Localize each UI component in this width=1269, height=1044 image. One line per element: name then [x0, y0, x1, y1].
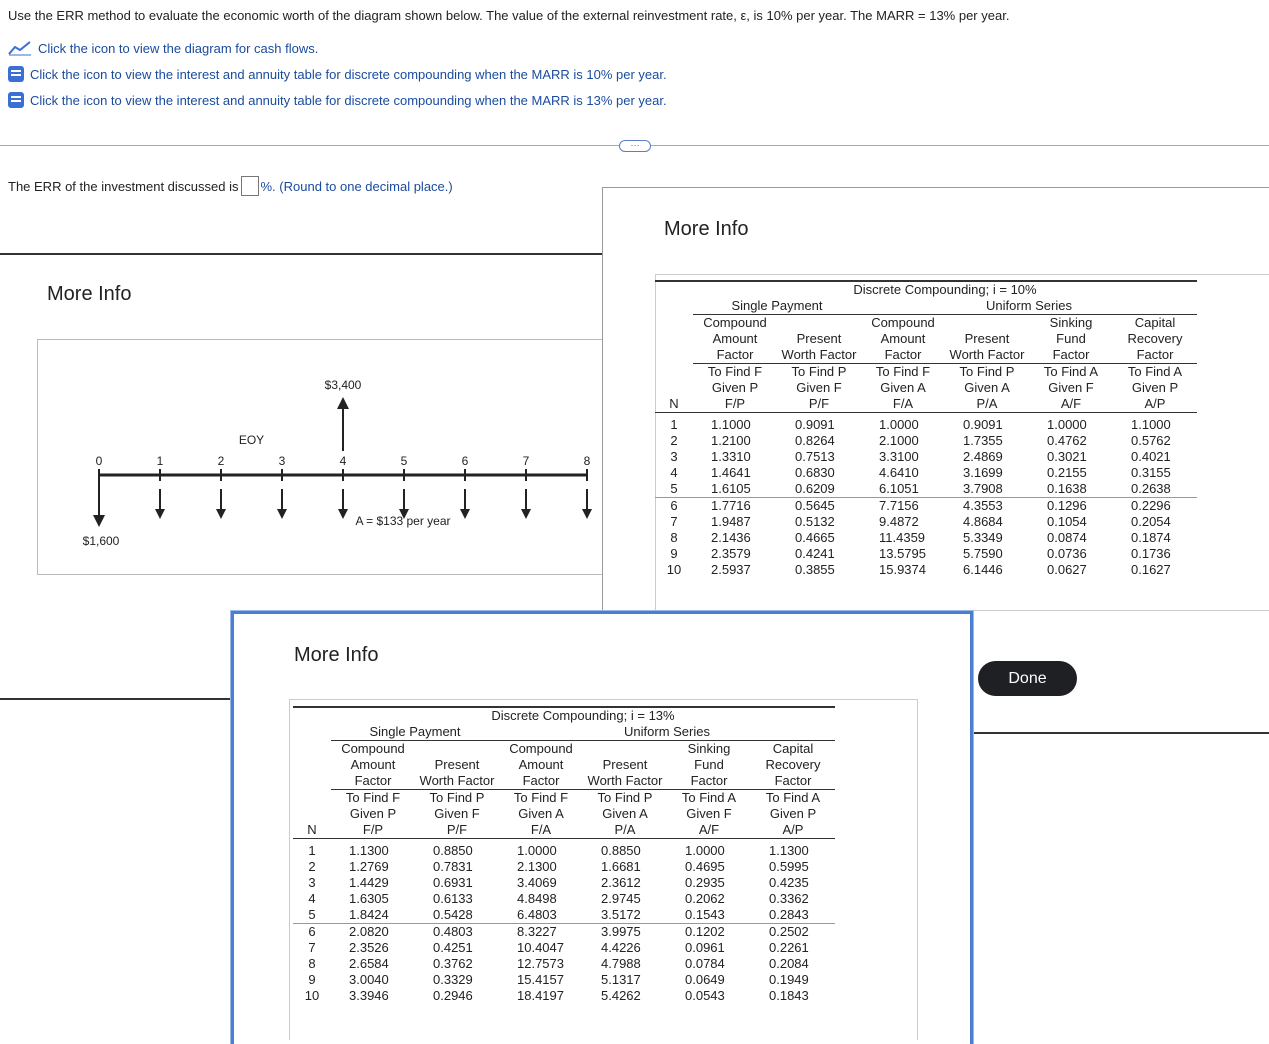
table-cell: 6 [655, 498, 693, 515]
column-find-label: F/P [693, 396, 777, 413]
table-row [293, 859, 835, 875]
answer-hint: %. (Round to one decimal place.) [260, 178, 453, 194]
cash-flow-diagram [37, 339, 605, 575]
table-cell: 3.4069 [517, 875, 557, 890]
table-cell: 0.3021 [1047, 449, 1087, 464]
table-cell: 0.0649 [685, 972, 725, 987]
column-find-label: Given F [434, 806, 480, 821]
table-cell: 4 [308, 891, 316, 906]
table-cell: 0.3362 [769, 891, 809, 906]
table-cell: 0.1202 [667, 924, 751, 941]
question-text: Use the ERR method to evaluate the economic worth of the diagram shown below. The value of the external reinvestment rate, ε, is 10% per year. The MARR = 13% per year. [8, 8, 1010, 23]
table-cell: 0.3155 [1131, 465, 1171, 480]
table-cell: 1.6305 [349, 891, 389, 906]
column-header: Amount [880, 331, 926, 346]
column-header: Worth Factor [415, 773, 499, 790]
table-cell: 4.7988 [601, 956, 641, 971]
table-row [293, 940, 835, 956]
table-cell: 0.4665 [795, 530, 835, 545]
column-find-label: Given P [711, 380, 759, 395]
table-cell: 3 [308, 875, 316, 890]
table-cell: 6 [293, 924, 331, 941]
group-single-payment: Single Payment [693, 298, 861, 315]
x-tick-label: 3 [278, 454, 286, 468]
table-cell: 3.9975 [583, 924, 667, 941]
n-header: N [655, 396, 693, 413]
table-row [293, 839, 835, 860]
table-cell: 2 [670, 433, 678, 448]
interest-table-13 [293, 706, 835, 1004]
table-cell: 2.4869 [963, 449, 1003, 464]
column-header: Factor [861, 347, 945, 364]
table10-link[interactable] [8, 66, 667, 82]
column-find-label: F/A [861, 396, 945, 413]
column-header: Compound [341, 741, 405, 756]
annuity-arrowhead [216, 509, 226, 519]
table-cell: 0.7513 [795, 449, 835, 464]
x-tick-label: 5 [400, 454, 408, 468]
table-cell: 3.3946 [349, 988, 389, 1003]
table-cell: 0.6931 [433, 875, 473, 890]
table-row [655, 449, 1197, 465]
table-cell: 0.5762 [1131, 433, 1171, 448]
table-row [655, 433, 1197, 449]
table-cell: 0.0543 [685, 988, 725, 1003]
table-cell: 1 [308, 843, 316, 858]
table-cell: 2.5937 [711, 562, 751, 577]
table-cell: 1.1300 [349, 843, 389, 858]
table-cell: 11.4359 [879, 530, 926, 545]
table-cell: 0.7831 [433, 859, 473, 874]
table-row [655, 562, 1197, 578]
column-header: Amount [350, 757, 396, 772]
table-heading: Discrete Compounding; i = 13% [331, 707, 835, 724]
table-cell: 0.2054 [1131, 514, 1171, 529]
table-cell: 1.6105 [711, 481, 751, 496]
column-header: Factor [331, 773, 415, 790]
column-header: Present [434, 757, 480, 772]
table-cell: 1.1000 [1131, 417, 1171, 432]
column-find-label: A/P [751, 822, 835, 839]
table-cell: 0.0784 [685, 956, 725, 971]
table-row [655, 514, 1197, 530]
table-cell: 8 [670, 530, 678, 545]
column-find-label: To Find F [875, 364, 931, 379]
table-cell: 0.9091 [963, 417, 1003, 432]
column-find-label: Given F [686, 806, 732, 821]
table-cell: 12.7573 [517, 956, 564, 971]
table-cell: 1.0000 [1047, 417, 1087, 432]
column-find-label: A/F [667, 822, 751, 839]
diagram-link[interactable] [8, 40, 318, 56]
column-header: Compound [871, 315, 935, 330]
table-cell: 2.1300 [517, 859, 557, 874]
book-icon[interactable] [8, 66, 24, 82]
column-header [583, 741, 667, 758]
table-cell: 3.3100 [879, 449, 919, 464]
answer-prefix: The ERR of the investment discussed is [8, 178, 239, 194]
table-cell: 1.7355 [963, 433, 1003, 448]
table-cell: 0.2296 [1113, 498, 1197, 515]
table-cell: 1.2100 [711, 433, 751, 448]
table10-link-label[interactable]: Click the icon to view the interest and annuity table for discrete compounding when the MARR is 10% per year. [30, 66, 667, 82]
column-find-label: To Find F [345, 790, 401, 805]
table-cell: 0.5645 [777, 498, 861, 515]
table-cell: 0.2946 [433, 988, 473, 1003]
table13-link[interactable] [8, 92, 667, 108]
table-cell: 0.1543 [685, 907, 725, 922]
column-find-label: To Find A [1043, 364, 1099, 379]
column-header: Capital [772, 741, 814, 756]
table-cell: 0.2638 [1131, 481, 1171, 496]
table-cell: 0.0627 [1047, 562, 1087, 577]
table-cell: 0.6209 [795, 481, 835, 496]
table-cell: 0.5428 [433, 907, 473, 922]
n-header: N [293, 822, 331, 839]
table-cell: 9 [308, 972, 316, 987]
column-find-label: Given A [518, 806, 564, 821]
table-row [293, 956, 835, 972]
table-cell: 1.8424 [349, 907, 389, 922]
table-cell: 2.3579 [711, 546, 751, 561]
table-cell: 13.5795 [879, 546, 926, 561]
table-cell: 5 [670, 481, 678, 496]
column-find-label: Given P [769, 806, 817, 821]
table-cell: 7.7156 [861, 498, 945, 515]
cash-flow-diagram-svg [38, 340, 604, 574]
table-row [293, 891, 835, 907]
table-cell: 5.1317 [601, 972, 641, 987]
table-cell: 0.4021 [1131, 449, 1171, 464]
table-cell: 7 [670, 514, 678, 529]
x-tick-label: 7 [522, 454, 530, 468]
table10-panel-title: More Info [664, 218, 749, 240]
table-cell: 0.4251 [433, 940, 473, 955]
table-cell: 0.2935 [685, 875, 725, 890]
annuity-arrowhead [338, 509, 348, 519]
table-cell: 1.2769 [349, 859, 389, 874]
table-cell: 0.3855 [795, 562, 835, 577]
column-find-label: A/F [1029, 396, 1113, 413]
table-row [293, 972, 835, 988]
annuity-label: A = $133 per year [355, 514, 451, 528]
table-cell: 0.2155 [1047, 465, 1087, 480]
table-cell: 1.9487 [711, 514, 751, 529]
table-cell: 1.6681 [601, 859, 641, 874]
column-header: Present [602, 757, 648, 772]
table-cell: 5.4262 [601, 988, 641, 1003]
table-heading: Discrete Compounding; i = 10% [693, 281, 1197, 298]
table-cell: 0.5132 [795, 514, 835, 529]
table-cell: 0.1627 [1131, 562, 1171, 577]
table-cell: 3.7908 [963, 481, 1003, 496]
table-cell: 0.4235 [769, 875, 809, 890]
column-find-label: P/A [945, 396, 1029, 413]
table-cell: 4.4226 [601, 940, 641, 955]
column-header: Recovery [765, 757, 821, 772]
column-find-label: Given P [1131, 380, 1179, 395]
table-cell: 1.0000 [879, 417, 919, 432]
table-cell: 0.2062 [685, 891, 725, 906]
factor-table [655, 280, 1197, 578]
table-cell: 0.0961 [685, 940, 725, 955]
column-header [945, 315, 1029, 332]
annuity-arrowhead [460, 509, 470, 519]
column-header: Amount [518, 757, 564, 772]
column-header: Factor [1113, 347, 1197, 364]
interest-table-10 [655, 280, 1197, 578]
column-find-label: To Find A [765, 790, 821, 805]
table-cell: 0.1296 [1029, 498, 1113, 515]
annuity-arrowhead [155, 509, 165, 519]
table13-link-label[interactable]: Click the icon to view the interest and annuity table for discrete compounding when the MARR is 13% per year. [30, 92, 667, 108]
table-cell: 5.7590 [963, 546, 1003, 561]
table-cell: 15.4157 [517, 972, 564, 987]
table-row [655, 546, 1197, 562]
table-cell: 1 [670, 417, 678, 432]
column-header: Factor [693, 347, 777, 364]
table-cell: 1.4429 [349, 875, 389, 890]
table-cell: 0.2261 [769, 940, 809, 955]
table-cell: 5 [308, 907, 316, 922]
table-row [655, 530, 1197, 546]
table-cell: 4.3553 [945, 498, 1029, 515]
column-header: Compound [509, 741, 573, 756]
table-cell: 4.8498 [517, 891, 557, 906]
table-cell: 2.6584 [349, 956, 389, 971]
column-find-label: To Find F [707, 364, 763, 379]
table-cell: 0.3762 [433, 956, 473, 971]
expand-button[interactable]: ··· [619, 140, 651, 152]
column-find-label: P/F [777, 396, 861, 413]
table-cell: 10 [304, 988, 320, 1003]
table-cell: 0.4695 [685, 859, 725, 874]
table-cell: 1.0000 [517, 843, 557, 858]
column-header: Recovery [1127, 331, 1183, 346]
column-header [415, 741, 499, 758]
column-find-label: To Find P [429, 790, 485, 805]
column-header: Worth Factor [945, 347, 1029, 364]
table-row [655, 413, 1197, 434]
table-cell: 0.4241 [795, 546, 835, 561]
table-cell: 1.3310 [711, 449, 751, 464]
table-cell: 0.1949 [769, 972, 809, 987]
group-uniform-series: Uniform Series [499, 724, 835, 741]
table-cell: 0.2084 [769, 956, 809, 971]
table-cell: 0.0874 [1047, 530, 1087, 545]
column-find-label: Given F [796, 380, 842, 395]
table-cell: 10 [666, 562, 682, 577]
table-cell: 4.8684 [963, 514, 1003, 529]
done-button[interactable]: Done [978, 661, 1077, 696]
column-find-label: To Find F [513, 790, 569, 805]
column-header: Present [964, 331, 1010, 346]
table-cell: 2.3612 [601, 875, 641, 890]
table-cell: 0.4762 [1047, 433, 1087, 448]
outflow-label: $1,600 [82, 534, 120, 548]
x-tick-label: 1 [156, 454, 164, 468]
table-row [293, 907, 835, 924]
table-cell: 1.0000 [685, 843, 725, 858]
table-cell: 9 [670, 546, 678, 561]
table-cell: 6.4803 [517, 907, 557, 922]
column-find-label: To Find P [791, 364, 847, 379]
column-find-label: To Find P [597, 790, 653, 805]
factor-table [293, 706, 835, 1004]
book-icon[interactable] [8, 92, 24, 108]
annuity-arrowhead [277, 509, 287, 519]
inflow-arrowhead [337, 397, 349, 409]
table-cell: 0.5995 [769, 859, 809, 874]
x-tick-label: 8 [583, 454, 591, 468]
table-cell: 2 [308, 859, 316, 874]
table-cell: 2.0820 [331, 924, 415, 941]
table-cell: 1.7716 [693, 498, 777, 515]
column-find-label: Given F [1048, 380, 1094, 395]
eoy-label: EOY [238, 433, 265, 447]
column-find-label: P/F [415, 822, 499, 839]
column-find-label: A/P [1113, 396, 1197, 413]
table-cell: 0.8850 [433, 843, 473, 858]
outflow-arrowhead [93, 515, 105, 527]
column-header: Capital [1134, 315, 1176, 330]
table-row [293, 988, 835, 1004]
column-header: Sinking [1049, 315, 1093, 330]
column-find-label: To Find P [959, 364, 1015, 379]
column-header: Present [796, 331, 842, 346]
column-find-label: Given A [602, 806, 648, 821]
table-cell: 0.2843 [769, 907, 809, 922]
table-cell: 18.4197 [517, 988, 564, 1003]
chart-icon[interactable] [8, 40, 32, 56]
table-cell: 0.1874 [1131, 530, 1171, 545]
table-cell: 9.4872 [879, 514, 919, 529]
table-row [293, 875, 835, 891]
table-cell: 0.9091 [795, 417, 835, 432]
table-cell: 15.9374 [879, 562, 926, 577]
table-cell: 0.8264 [795, 433, 835, 448]
table-cell: 8 [308, 956, 316, 971]
group-uniform-series: Uniform Series [861, 298, 1197, 315]
table-cell: 6.1051 [879, 481, 919, 496]
table-cell: 0.1843 [769, 988, 809, 1003]
column-header: Fund [1056, 331, 1086, 346]
table-row [655, 481, 1197, 498]
table-cell: 2.1000 [879, 433, 919, 448]
table-cell: 3.0040 [349, 972, 389, 987]
table-cell: 0.1736 [1131, 546, 1171, 561]
column-header: Compound [703, 315, 767, 330]
annuity-arrowhead [521, 509, 531, 519]
table-cell: 0.8850 [601, 843, 641, 858]
table-cell: 0.4803 [415, 924, 499, 941]
table-cell: 2.9745 [601, 891, 641, 906]
column-header: Factor [499, 773, 583, 790]
table-cell: 2.3526 [349, 940, 389, 955]
diagram-panel-title: More Info [47, 283, 132, 305]
column-find-label: F/A [499, 822, 583, 839]
column-find-label: To Find A [1127, 364, 1183, 379]
err-answer-input[interactable] [241, 176, 259, 196]
column-find-label: P/A [583, 822, 667, 839]
x-tick-label: 4 [339, 454, 347, 468]
table-cell: 0.6830 [795, 465, 835, 480]
table-cell: 0.1054 [1047, 514, 1087, 529]
table-row [655, 465, 1197, 481]
column-find-label: Given A [880, 380, 926, 395]
table-cell: 0.1638 [1047, 481, 1087, 496]
table-cell: 3.1699 [963, 465, 1003, 480]
table-cell: 2.1436 [711, 530, 751, 545]
column-header: Sinking [687, 741, 731, 756]
x-tick-label: 6 [461, 454, 469, 468]
column-find-label: Given P [349, 806, 397, 821]
table13-panel-title: More Info [294, 644, 379, 666]
table-cell: 3 [670, 449, 678, 464]
column-header: Amount [712, 331, 758, 346]
group-single-payment: Single Payment [331, 724, 499, 741]
table-cell: 3.5172 [601, 907, 641, 922]
table-cell: 0.0736 [1047, 546, 1087, 561]
table-cell: 5.3349 [963, 530, 1003, 545]
answer-row [8, 176, 453, 196]
diagram-link-label[interactable]: Click the icon to view the diagram for cash flows. [38, 40, 319, 56]
table-cell: 8.3227 [499, 924, 583, 941]
table-cell: 10.4047 [517, 940, 564, 955]
x-tick-label: 0 [95, 454, 103, 468]
annuity-arrowhead [582, 509, 592, 519]
column-header: Worth Factor [583, 773, 667, 790]
table-row [655, 498, 1197, 515]
column-find-label: To Find A [681, 790, 737, 805]
table-cell: 4.6410 [879, 465, 919, 480]
inflow-label: $3,400 [324, 378, 362, 392]
table-cell: 7 [308, 940, 316, 955]
table-cell: 1.4641 [711, 465, 751, 480]
column-header: Factor [1029, 347, 1113, 364]
column-find-label: F/P [331, 822, 415, 839]
column-header: Factor [667, 773, 751, 790]
table-cell: 0.6133 [433, 891, 473, 906]
table-cell: 1.1300 [769, 843, 809, 858]
table-cell: 0.3329 [433, 972, 473, 987]
table-cell: 0.2502 [751, 924, 835, 941]
table-cell: 4 [670, 465, 678, 480]
column-header [777, 315, 861, 332]
table-cell: 1.1000 [711, 417, 751, 432]
table-row [293, 924, 835, 941]
x-tick-label: 2 [217, 454, 225, 468]
column-header: Fund [694, 757, 724, 772]
column-header: Worth Factor [777, 347, 861, 364]
column-find-label: Given A [964, 380, 1010, 395]
table-cell: 6.1446 [963, 562, 1003, 577]
column-header: Factor [751, 773, 835, 790]
